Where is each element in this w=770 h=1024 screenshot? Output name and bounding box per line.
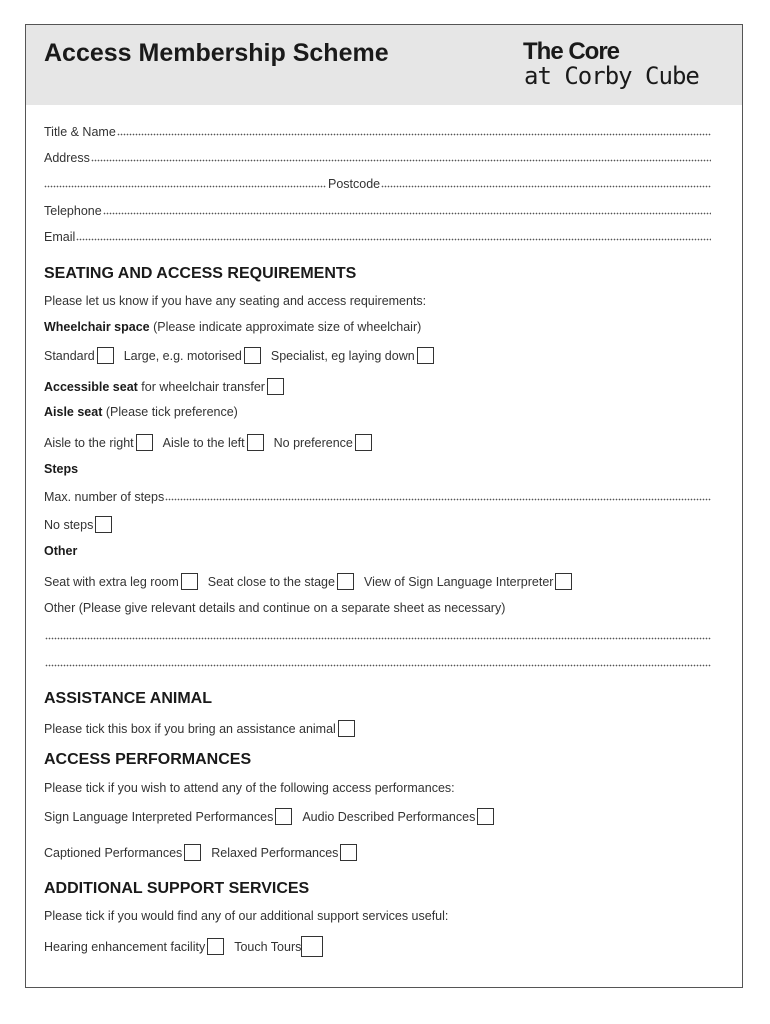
- email-dotted-line[interactable]: [76, 238, 711, 241]
- hearing-label: Hearing enhancement facility: [44, 939, 206, 954]
- the-core-logo: [523, 38, 733, 90]
- leg-room-checkbox[interactable]: [181, 573, 198, 590]
- email-field[interactable]: [44, 224, 711, 244]
- other-details-line-2[interactable]: [44, 650, 711, 670]
- steps-line: [44, 462, 711, 476]
- large-label: Large, e.g. motorised: [123, 348, 242, 363]
- assistance-animal-heading: ASSISTANCE ANIMAL: [44, 690, 212, 707]
- assistance-animal-checkbox[interactable]: [338, 720, 355, 737]
- assistance-animal-line: [44, 720, 711, 737]
- max-steps-label: Max. number of steps: [44, 490, 165, 504]
- assistance-animal-label: Please tick this box if you bring an assistance animal: [44, 721, 336, 736]
- touch-tours-checkbox[interactable]: [301, 936, 323, 957]
- specialist-checkbox[interactable]: [417, 347, 434, 364]
- sign-language-checkbox[interactable]: [275, 808, 292, 825]
- relaxed-label: Relaxed Performances: [211, 845, 339, 860]
- captioned-checkbox[interactable]: [184, 844, 201, 861]
- support-options: [44, 936, 711, 957]
- telephone-label: Telephone: [44, 204, 102, 218]
- logo-bottom-text: at Corby Cube: [524, 62, 699, 90]
- address-label: Address: [44, 151, 90, 165]
- other-details-dotted-line-2[interactable]: [45, 664, 711, 667]
- large-checkbox[interactable]: [244, 347, 261, 364]
- audio-described-label: Audio Described Performances: [302, 809, 476, 824]
- audio-described-checkbox[interactable]: [477, 808, 494, 825]
- wheelchair-space-line: [44, 320, 711, 334]
- aisle-seat-note: (Please tick preference): [102, 405, 238, 419]
- wheelchair-space-label: Wheelchair space: [44, 320, 150, 334]
- leg-room-label: Seat with extra leg room: [44, 574, 179, 589]
- steps-label: Steps: [44, 462, 79, 476]
- performance-options-1: [44, 808, 711, 825]
- sign-view-checkbox[interactable]: [555, 573, 572, 590]
- address-line-2-dotted-line[interactable]: [44, 185, 326, 188]
- support-services-intro: Please tick if you would find any of our additional support services useful:: [44, 909, 449, 923]
- title-name-label: Title & Name: [44, 125, 116, 139]
- accessible-seat-label: Accessible seat: [44, 379, 138, 394]
- seating-intro: Please let us know if you have any seating and access requirements:: [44, 294, 427, 308]
- seating-heading: SEATING AND ACCESS REQUIREMENTS: [44, 265, 357, 282]
- no-steps-checkbox[interactable]: [95, 516, 112, 533]
- logo-top-text: The Core: [523, 38, 620, 65]
- aisle-seat-label: Aisle seat: [44, 405, 103, 419]
- aisle-seat-line: [44, 405, 711, 419]
- postcode-label: Postcode: [328, 177, 381, 191]
- no-preference-checkbox[interactable]: [355, 434, 372, 451]
- other-details-line-1[interactable]: [44, 623, 711, 643]
- specialist-label: Specialist, eg laying down: [270, 348, 415, 363]
- hearing-checkbox[interactable]: [207, 938, 224, 955]
- no-steps-label: No steps: [44, 517, 94, 532]
- other-details-dotted-line-1[interactable]: [45, 637, 711, 640]
- postcode-dotted-line[interactable]: [381, 185, 711, 188]
- address-dotted-line[interactable]: [91, 159, 711, 162]
- access-performances-intro: Please tick if you wish to attend any of the following access performances:: [44, 781, 455, 795]
- max-steps-dotted-line[interactable]: [165, 498, 711, 501]
- telephone-field[interactable]: [44, 198, 711, 218]
- address-field[interactable]: [44, 145, 711, 165]
- captioned-label: Captioned Performances: [44, 845, 183, 860]
- email-label: Email: [44, 230, 76, 244]
- sign-view-label: View of Sign Language Interpreter: [363, 574, 554, 589]
- touch-tours-label: Touch Tours: [234, 939, 302, 954]
- aisle-options: [44, 434, 711, 451]
- other-details-text: Other (Please give relevant details and continue on a separate sheet as necessary): [44, 601, 506, 615]
- max-steps-field[interactable]: [44, 484, 711, 504]
- support-services-heading: ADDITIONAL SUPPORT SERVICES: [44, 880, 310, 897]
- wheelchair-options: [44, 347, 711, 364]
- close-stage-label: Seat close to the stage: [207, 574, 335, 589]
- other-line: [44, 544, 711, 558]
- other-options: [44, 573, 711, 590]
- other-label: Other: [44, 544, 78, 558]
- aisle-left-checkbox[interactable]: [247, 434, 264, 451]
- access-performances-heading: ACCESS PERFORMANCES: [44, 751, 252, 768]
- title-name-dotted-line[interactable]: [117, 133, 711, 136]
- aisle-right-label: Aisle to the right: [44, 435, 134, 450]
- wheelchair-space-note: (Please indicate approximate size of wheelchair): [149, 320, 422, 334]
- title-name-field[interactable]: [44, 119, 711, 139]
- standard-checkbox[interactable]: [97, 347, 114, 364]
- close-stage-checkbox[interactable]: [337, 573, 354, 590]
- accessible-seat-line: [44, 378, 711, 395]
- aisle-left-label: Aisle to the left: [162, 435, 245, 450]
- form-title: Access Membership Scheme: [44, 39, 389, 67]
- membership-form: [25, 24, 743, 988]
- accessible-seat-note: for wheelchair transfer: [137, 379, 265, 394]
- no-preference-label: No preference: [273, 435, 353, 450]
- form-header: [26, 25, 742, 105]
- standard-label: Standard: [44, 348, 95, 363]
- telephone-dotted-line[interactable]: [103, 212, 711, 215]
- relaxed-checkbox[interactable]: [340, 844, 357, 861]
- no-steps-line: [44, 516, 711, 533]
- performance-options-2: [44, 844, 711, 861]
- address-postcode-field[interactable]: [44, 171, 711, 191]
- aisle-right-checkbox[interactable]: [136, 434, 153, 451]
- accessible-seat-checkbox[interactable]: [267, 378, 284, 395]
- sign-language-label: Sign Language Interpreted Performances: [44, 809, 274, 824]
